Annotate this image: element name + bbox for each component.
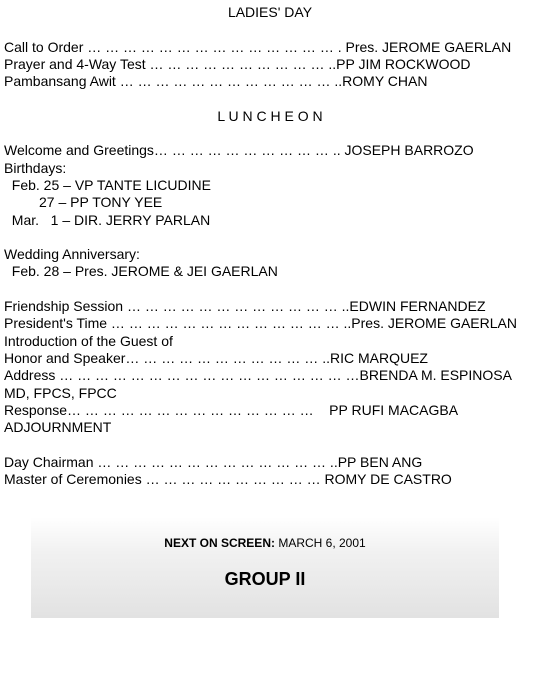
anniversary-section	[4, 246, 536, 281]
officers-section	[4, 454, 536, 489]
page-title: LADIES' DAY	[227, 4, 313, 20]
program-line: Honor and Speaker… … … … … … … … … … … ..RIC MARQUEZ	[4, 349, 428, 366]
program-line: Response… … … … … … … … … … … … … … PP RUFI MACAGBA	[4, 401, 459, 418]
program-line: Friendship Session … … … … … … … … … … … … ..EDWIN FERNANDEZ	[4, 298, 486, 315]
spacer	[4, 21, 536, 38]
program-line: Welcome and Greetings… … … … … … … … … … .. JOSEPH BARROZO	[4, 142, 474, 159]
luncheon-heading: L U N C H E O N	[217, 107, 323, 124]
program-line: MD, FPCS, FPCC	[4, 384, 117, 401]
program-line: Pambansang Awit … … … … … … … … … … … … ..ROMY CHAN	[4, 73, 428, 90]
program-line: Wedding Anniversary:	[4, 246, 140, 263]
next-label: NEXT ON SCREEN:	[164, 536, 275, 550]
next-on-screen-line	[31, 536, 499, 550]
program-line: Call to Order … … … … … … … … … … … … … … . Pres. JEROME GAERLAN	[4, 38, 512, 55]
next-on-screen-panel	[31, 517, 499, 618]
spacer	[4, 90, 536, 107]
program-line: ADJOURNMENT	[4, 419, 112, 436]
spacer	[4, 125, 536, 142]
program-line: Day Chairman … … … … … … … … … … … … … ..PP BEN ANG	[4, 453, 423, 470]
next-date: MARCH 6, 2001	[274, 536, 366, 550]
spacer	[4, 436, 536, 453]
program-line: President's Time … … … … … … … … … … … … … ..Pres. JEROME GAERLAN	[4, 315, 517, 332]
program-line: Introduction of the Guest of	[4, 332, 173, 349]
birthday-line: 27 – PP TONY YEE	[4, 194, 163, 211]
program-section	[4, 142, 536, 228]
program-line: Birthdays:	[4, 159, 67, 176]
next-group-title: GROUP II	[224, 569, 306, 589]
birthday-line: Mar. 1 – DIR. JERRY PARLAN	[4, 211, 211, 228]
session-section	[4, 298, 536, 436]
opening-section	[4, 39, 536, 91]
spacer	[4, 281, 536, 298]
program-document	[4, 4, 536, 488]
spacer	[4, 229, 536, 246]
anniversary-line: Feb. 28 – Pres. JEROME & JEI GAERLAN	[4, 263, 278, 280]
program-line: Address … … … … … … … … … … … … … … … … …BRENDA M. ESPINOSA	[4, 367, 512, 384]
birthday-line: Feb. 25 – VP TANTE LICUDINE	[4, 176, 211, 193]
program-line: Prayer and 4-Way Test … … … … … … … … … … ..PP JIM ROCKWOOD	[4, 55, 471, 72]
program-line: Master of Ceremonies … … … … … … … … … … ROMY DE CASTRO	[4, 471, 452, 488]
